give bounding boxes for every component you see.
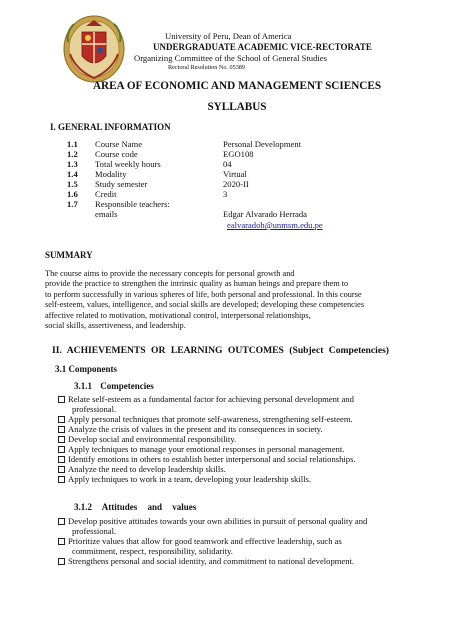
info-value: EGO108 bbox=[223, 149, 254, 159]
info-value: 2020-II bbox=[223, 179, 249, 189]
list-item: Apply techniques to work in a team, developing your leadership skills. bbox=[58, 474, 408, 484]
bullet-box-icon bbox=[58, 538, 65, 545]
list-item-continuation: professional. bbox=[72, 526, 117, 536]
summary-line: to perform successfully in various spheres of life, both personal and professional. In this course bbox=[45, 289, 362, 299]
general-info-heading: I. GENERAL INFORMATION bbox=[50, 122, 171, 132]
university-crest-logo bbox=[62, 14, 126, 84]
info-num: 1.6 bbox=[67, 189, 78, 199]
info-key: Course code bbox=[95, 149, 138, 159]
emails-label: emails bbox=[95, 209, 118, 219]
area-title: AREA OF ECONOMIC AND MANAGEMENT SCIENCES bbox=[92, 80, 382, 92]
bullet-box-icon bbox=[58, 396, 65, 403]
summary-line: social skills, assertiveness, and leadership. bbox=[45, 321, 186, 331]
list-item: Develop social and environmental responsibility. bbox=[58, 434, 408, 444]
summary-line: affective related to motivation, motivational control, interpersonal relationships, bbox=[45, 310, 311, 320]
header-university: University of Peru, Dean of America bbox=[165, 31, 292, 41]
summary-paragraph bbox=[45, 269, 405, 331]
info-num: 1.3 bbox=[67, 159, 78, 169]
competencies-list bbox=[58, 394, 408, 484]
bullet-box-icon bbox=[58, 466, 65, 473]
summary-line: self-esteem, values, intelligence, and social skills are developed; developing these competencies bbox=[45, 300, 365, 310]
teacher-name: Edgar Alvarado Herrada bbox=[223, 209, 307, 219]
list-item: Analyze the crisis of values in the present and its consequences in society. bbox=[58, 424, 408, 434]
info-num: 1.7 bbox=[67, 199, 78, 209]
list-item: Prioritize values that allow for good teamwork and effective leadership, such as bbox=[58, 536, 408, 546]
header-resolution: Rectoral Resolution No. 05389 bbox=[168, 64, 245, 71]
list-item-continuation: commitment, respect, responsibility, solidarity. bbox=[72, 546, 233, 556]
info-num: 1.4 bbox=[67, 169, 78, 179]
info-value: Virtual bbox=[223, 169, 247, 179]
info-key: Study semester bbox=[95, 179, 148, 189]
list-item: Apply personal techniques that promote self-awareness, strengthening self-esteem. bbox=[58, 414, 408, 424]
info-key: Credit bbox=[95, 189, 117, 199]
info-key: Modality bbox=[95, 169, 127, 179]
header-committee: Organizing Committee of the School of General Studies bbox=[134, 53, 327, 63]
info-num: 1.2 bbox=[67, 149, 78, 159]
list-item: Strengthens personal and social identity, and commitment to national development. bbox=[58, 556, 408, 566]
summary-line: The course aims to provide the necessary concepts for personal growth and bbox=[45, 269, 295, 278]
list-item-continuation: professional. bbox=[72, 404, 117, 414]
competencies-heading: 3.1.1 Competencies bbox=[74, 381, 154, 391]
header-vice-rectorate: UNDERGRADUATE ACADEMIC VICE-RECTORATE bbox=[153, 42, 372, 52]
components-heading: 3.1 Components bbox=[55, 364, 118, 374]
info-num: 1.1 bbox=[67, 139, 78, 149]
bullet-box-icon bbox=[58, 426, 65, 433]
info-value: Personal Development bbox=[223, 139, 302, 149]
bullet-box-icon bbox=[58, 558, 65, 565]
list-item: Analyze the need to develop leadership skills. bbox=[58, 464, 408, 474]
syllabus-title: SYLLABUS bbox=[207, 101, 267, 113]
list-item: Relate self-esteem as a fundamental factor for achieving personal development and bbox=[58, 394, 408, 404]
list-item: Develop positive attitudes towards your own abilities in pursuit of personal quality and bbox=[58, 516, 408, 526]
summary-line: provide the practice to strengthen the intrinsic quality as human beings and prepare them to bbox=[45, 279, 349, 289]
bullet-box-icon bbox=[58, 476, 65, 483]
attitudes-list bbox=[58, 516, 408, 566]
bullet-box-icon bbox=[58, 518, 65, 525]
list-item: Apply techniques to manage your emotional responses in personal management. bbox=[58, 444, 408, 454]
info-value: 04 bbox=[223, 159, 232, 169]
info-key: Responsible teachers: bbox=[95, 199, 170, 209]
bullet-box-icon bbox=[58, 416, 65, 423]
bullet-box-icon bbox=[58, 456, 65, 463]
info-value: 3 bbox=[223, 189, 228, 199]
bullet-box-icon bbox=[58, 446, 65, 453]
info-key: Course Name bbox=[95, 139, 143, 149]
attitudes-heading: 3.1.2 Attitudes and values bbox=[74, 502, 197, 512]
section2-heading: II. ACHIEVEMENTS OR LEARNING OUTCOMES (Subject Competencies) bbox=[52, 345, 390, 356]
summary-heading: SUMMARY bbox=[45, 250, 93, 260]
list-item: Identify emotions in others to establish better interpersonal and social relationships. bbox=[58, 454, 408, 464]
bullet-box-icon bbox=[58, 436, 65, 443]
teacher-email-link[interactable] bbox=[227, 220, 323, 230]
teacher-email[interactable]: ealvaradoh@unmsm.edu.pe bbox=[227, 220, 323, 230]
info-key: Total weekly hours bbox=[95, 159, 161, 169]
info-num: 1.5 bbox=[67, 179, 78, 189]
